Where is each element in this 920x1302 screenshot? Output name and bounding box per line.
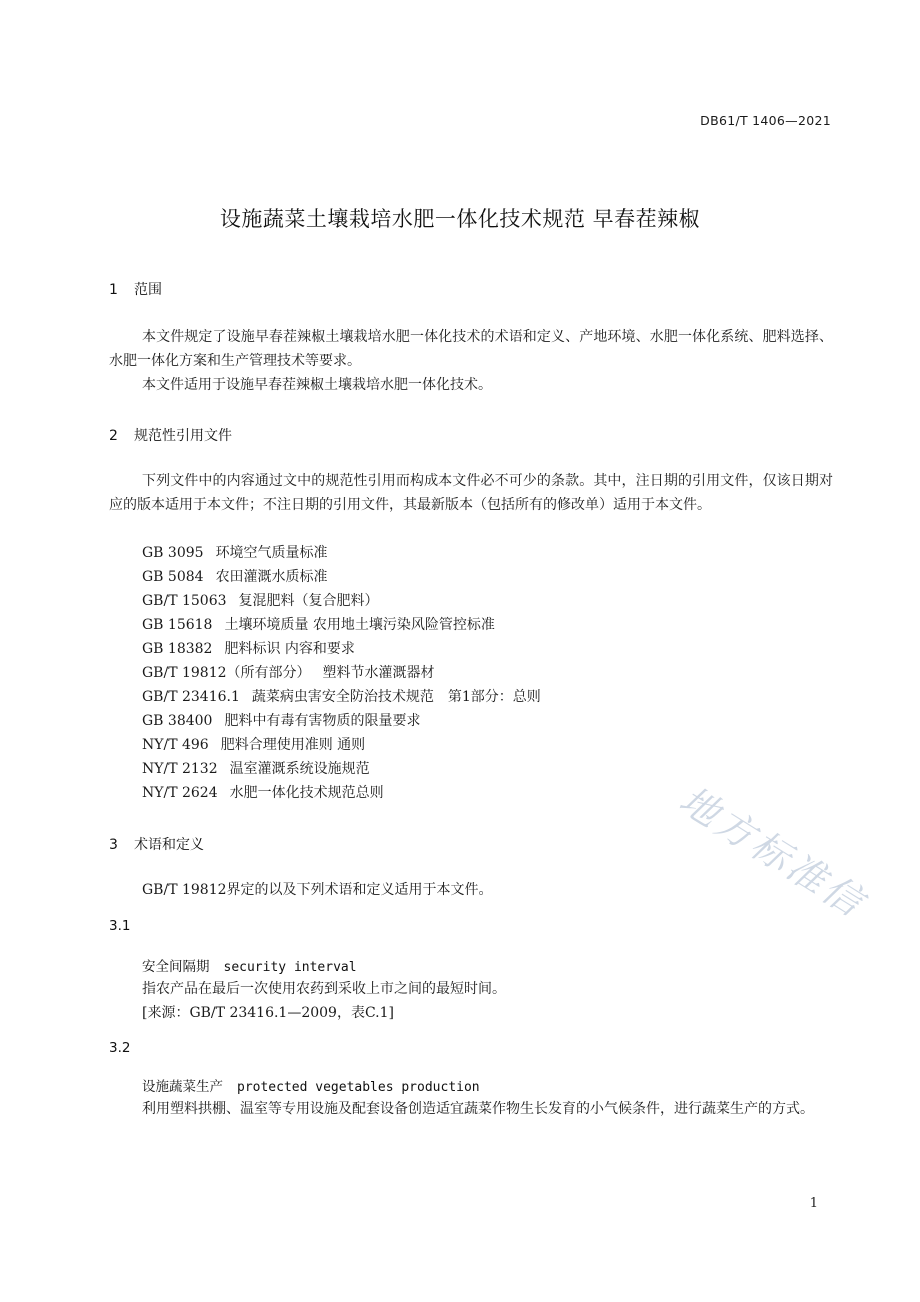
reference-title: 肥料合理使用准则 通则 — [220, 737, 366, 753]
term-english: security interval — [223, 960, 357, 975]
reference-item — [142, 591, 379, 611]
reference-item — [142, 639, 355, 659]
reference-code: NY/T 2132 — [142, 761, 218, 777]
reference-code: GB 18382 — [142, 641, 213, 657]
reference-title: 蔬菜病虫害安全防治技术规范 第1部分：总则 — [251, 689, 541, 705]
section-2-heading — [109, 425, 232, 445]
reference-item — [142, 615, 495, 635]
term-definition: 利用塑料拱棚、温室等专用设施及配套设备创造适宜蔬菜作物生长发育的小气候条件，进行蔬菜生产的方式。 — [142, 1101, 814, 1117]
references-intro-paragraph: 下列文件中的内容通过文中的规范性引用而构成本文件必不可少的条款。其中，注日期的引用文件，仅该日期对应的版本适用于本文件；不注日期的引用文件，其最新版本（包括所有的修改单）适用于本文件。 — [109, 473, 833, 513]
reference-item — [142, 543, 328, 563]
reference-item — [142, 567, 328, 587]
reference-code: GB 5084 — [142, 569, 204, 585]
section-1-heading — [109, 279, 162, 299]
reference-code: GB 3095 — [142, 545, 204, 561]
reference-code: GB 38400 — [142, 713, 213, 729]
term-number: 3.1 — [109, 918, 131, 934]
term-heading — [142, 1075, 480, 1095]
reference-title: 复混肥料（复合肥料） — [238, 593, 379, 609]
reference-title: 塑料节水灌溉器材 — [322, 665, 435, 681]
standard-code: DB61/T 1406—2021 — [700, 113, 831, 128]
reference-item — [142, 759, 370, 779]
section-3-heading — [109, 834, 204, 854]
section-title: 范围 — [134, 282, 162, 298]
term-chinese: 设施蔬菜生产 — [142, 1079, 223, 1095]
term-heading — [142, 955, 357, 975]
term-number: 3.2 — [109, 1040, 131, 1056]
reference-title: 肥料标识 内容和要求 — [224, 641, 355, 657]
reference-code: GB/T 19812（所有部分） — [142, 665, 311, 681]
reference-title: 环境空气质量标准 — [215, 545, 328, 561]
term-english: protected vegetables production — [237, 1080, 480, 1095]
document-title: 设施蔬菜土壤栽培水肥一体化技术规范 早春茬辣椒 — [219, 207, 701, 231]
section-number: 2 — [109, 428, 118, 444]
reference-code: GB/T 23416.1 — [142, 689, 240, 705]
term-definition: 指农产品在最后一次使用农药到采收上市之间的最短时间。 — [142, 981, 506, 997]
section-number: 1 — [109, 282, 118, 298]
scope-applicability-paragraph: 本文件适用于设施早春茬辣椒土壤栽培水肥一体化技术。 — [142, 377, 492, 393]
reference-title: 土壤环境质量 农用地土壤污染风险管控标准 — [224, 617, 495, 633]
page-number: 1 — [809, 1196, 818, 1211]
reference-item — [142, 735, 365, 755]
watermark: 地方标准信 — [671, 777, 874, 927]
reference-item — [142, 687, 541, 707]
terms-intro-paragraph: GB/T 19812界定的以及下列术语和定义适用于本文件。 — [142, 882, 493, 898]
term-chinese: 安全间隔期 — [142, 959, 210, 975]
section-number: 3 — [109, 837, 118, 853]
reference-title: 温室灌溉系统设施规范 — [229, 761, 370, 777]
term-source: [来源：GB/T 23416.1—2009，表C.1] — [142, 1005, 394, 1021]
reference-item — [142, 783, 384, 803]
reference-title: 肥料中有毒有害物质的限量要求 — [224, 713, 421, 729]
reference-item — [142, 663, 435, 683]
section-title: 术语和定义 — [134, 837, 204, 853]
reference-code: NY/T 2624 — [142, 785, 218, 801]
reference-title: 水肥一体化技术规范总则 — [229, 785, 384, 801]
reference-item — [142, 711, 420, 731]
reference-title: 农田灌溉水质标准 — [215, 569, 328, 585]
reference-code: NY/T 496 — [142, 737, 209, 753]
scope-paragraph: 本文件规定了设施早春茬辣椒土壤栽培水肥一体化技术的术语和定义、产地环境、水肥一体化系统、肥料选择、水肥一体化方案和生产管理技术等要求。 — [109, 329, 833, 369]
reference-code: GB 15618 — [142, 617, 213, 633]
reference-code: GB/T 15063 — [142, 593, 227, 609]
section-title: 规范性引用文件 — [134, 428, 232, 444]
